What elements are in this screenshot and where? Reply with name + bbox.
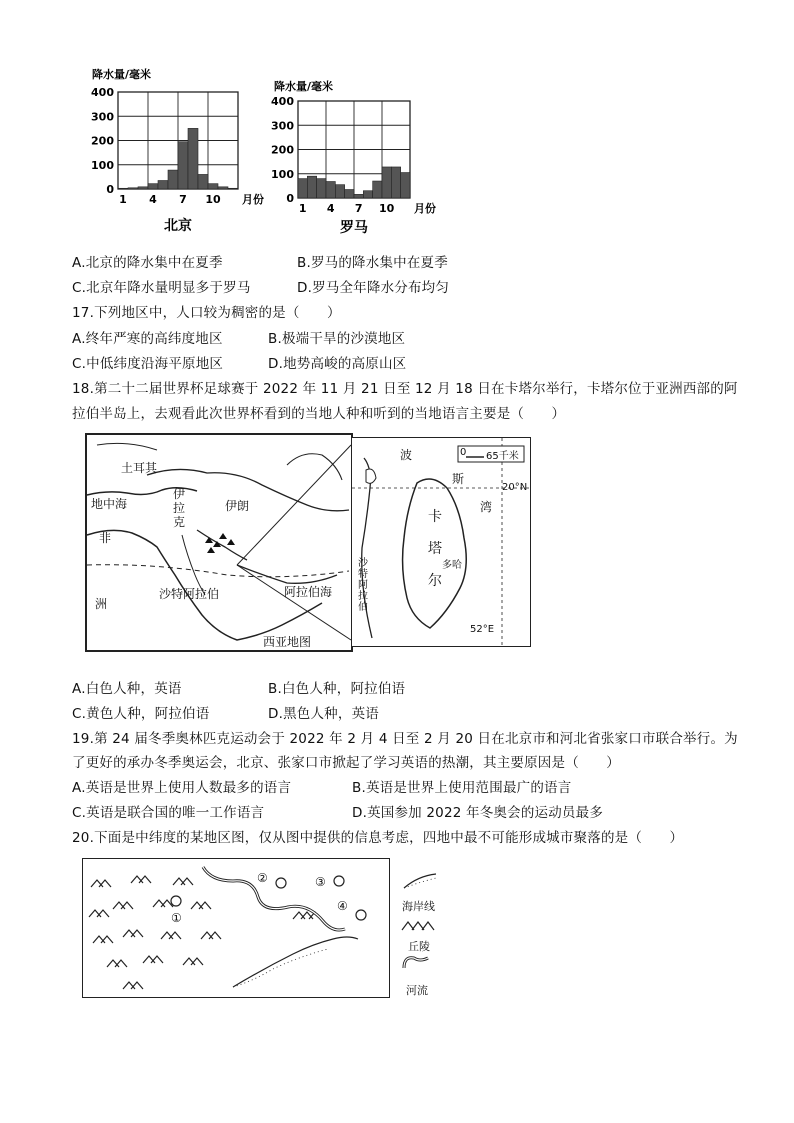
- x-tick-label: 7: [179, 193, 187, 206]
- place-2[interactable]: ②: [257, 871, 268, 885]
- west-asia-map: [85, 433, 353, 652]
- bar: [208, 184, 218, 189]
- label-saudi-vertical: 沙特阿拉伯: [358, 558, 368, 613]
- bar: [391, 167, 400, 198]
- bar: [307, 176, 316, 198]
- q16-option-a[interactable]: A.北京的降水集中在夏季: [72, 255, 223, 271]
- rome-precip-chart: [262, 72, 436, 242]
- bar: [345, 190, 354, 198]
- bar: [298, 179, 307, 198]
- bar: [138, 187, 148, 189]
- chart-title: 北京: [164, 218, 192, 234]
- label-iran: 伊朗: [225, 499, 250, 513]
- x-tick-label: 月份: [242, 193, 264, 206]
- q20-stem: 20.下面是中纬度的某地区图，仅从图中提供的信息考虑，四地中最不可能形成城市聚落的是（ ）: [72, 830, 684, 846]
- y-tick-label: 100: [271, 167, 294, 181]
- bar: [158, 181, 168, 189]
- beijing-precip-chart: [80, 62, 264, 240]
- label-arabian-sea: 阿拉伯海: [284, 585, 333, 599]
- y-tick-label: 400: [271, 95, 294, 108]
- bar: [373, 181, 382, 198]
- chart-title: 罗马: [340, 220, 368, 236]
- label-qatar-2: 塔: [428, 541, 442, 557]
- q18-option-d[interactable]: D.黑色人种，英语: [268, 706, 379, 722]
- q19-option-d[interactable]: D.英国参加 2022 年冬奥会的运动员最多: [352, 805, 604, 821]
- mid-latitude-region-map: [82, 858, 390, 998]
- x-tick-label: 4: [326, 202, 335, 215]
- label-gulf-2: 斯: [452, 472, 465, 486]
- label-qatar-3: 尔: [428, 573, 442, 589]
- y-tick-label: 300: [271, 119, 294, 133]
- q17-stem: 17.下列地区中，人口较为稠密的是（ ）: [72, 305, 341, 321]
- q17-option-a[interactable]: A.终年严寒的高纬度地区: [72, 331, 223, 347]
- label-saudi-arabia: 沙特阿拉伯: [159, 587, 220, 601]
- y-axis-label: 降水量/毫米: [274, 80, 334, 93]
- place-4[interactable]: ④: [337, 899, 348, 913]
- y-tick-label: 100: [91, 158, 114, 172]
- legend-hill-label: 丘陵: [408, 940, 430, 953]
- label-africa-2: 洲: [95, 597, 108, 611]
- legend-coastline-label: 海岸线: [402, 900, 435, 913]
- x-tick-label: 10: [379, 202, 395, 215]
- label-gulf-3: 湾: [480, 500, 493, 514]
- bar: [326, 182, 335, 198]
- region-map-drawing: [83, 859, 389, 997]
- scale-zero: 0: [460, 447, 467, 458]
- legend-river-label: 河流: [406, 984, 428, 997]
- label-turkey: 土耳其: [121, 461, 158, 475]
- bar: [188, 128, 198, 189]
- q16-option-b[interactable]: B.罗马的降水集中在夏季: [297, 255, 448, 271]
- longitude-label: 52°E: [470, 624, 495, 635]
- bar: [168, 170, 178, 189]
- bar: [228, 188, 238, 189]
- bar: [335, 185, 344, 198]
- label-iraq: 伊拉克: [173, 487, 186, 529]
- bar: [118, 188, 128, 189]
- q19-stem-line2: 了更好的承办冬季奥运会，北京、张家口市掀起了学习英语的热潮，其主要原因是（ ）: [72, 755, 620, 771]
- q18-option-a[interactable]: A.白色人种，英语: [72, 681, 182, 697]
- qatar-map: [351, 437, 531, 647]
- x-tick-label: 1: [119, 193, 127, 206]
- map-caption: 西亚地图: [263, 635, 312, 649]
- place-3[interactable]: ③: [315, 875, 326, 889]
- q18-stem-line2: 拉伯半岛上，去观看此次世界杯看到的当地人种和听到的当地语言主要是（ ）: [72, 406, 566, 422]
- q19-stem-line1: 19.第 24 届冬季奥林匹克运动会于 2022 年 2 月 4 日至 2 月 20 日在北京市和河北省张家口市联合举行。为: [72, 731, 738, 747]
- x-tick-label: 1: [298, 202, 307, 215]
- y-tick-label: 200: [91, 134, 114, 148]
- label-gulf-1: 波: [400, 448, 413, 462]
- q18-option-b[interactable]: B.白色人种，阿拉伯语: [268, 681, 406, 697]
- y-axis-label: 降水量/毫米: [92, 68, 152, 81]
- q19-option-c[interactable]: C.英语是联合国的唯一工作语言: [72, 805, 265, 821]
- q19-option-b[interactable]: B.英语是世界上使用范围最广的语言: [352, 780, 572, 796]
- bar: [128, 188, 138, 189]
- label-mediterranean: 地中海: [91, 497, 128, 511]
- map-legend-symbols: [398, 872, 448, 982]
- q16-option-d[interactable]: D.罗马全年降水分布均匀: [297, 280, 450, 296]
- y-tick-label: 300: [91, 110, 114, 124]
- bar: [363, 191, 372, 198]
- y-tick-label: 0: [286, 192, 294, 205]
- bar: [354, 194, 363, 198]
- x-tick-label: 月份: [414, 202, 436, 215]
- label-africa-1: 非: [99, 531, 112, 545]
- y-tick-label: 400: [91, 86, 114, 99]
- y-tick-label: 200: [271, 143, 294, 157]
- q17-option-d[interactable]: D.地势高峻的高原山区: [268, 356, 407, 372]
- bar: [198, 174, 208, 189]
- q19-option-a[interactable]: A.英语是世界上使用人数最多的语言: [72, 780, 292, 796]
- bar: [317, 179, 326, 198]
- hill-symbols: [89, 876, 321, 989]
- q18-option-c[interactable]: C.黄色人种，阿拉伯语: [72, 706, 210, 722]
- place-1[interactable]: ①: [171, 911, 182, 925]
- x-tick-label: 7: [354, 202, 363, 215]
- label-doha: 多哈: [442, 560, 462, 571]
- bar: [401, 173, 410, 198]
- q18-stem-line1: 18.第二十二届世界杯足球赛于 2022 年 11 月 21 日至 12 月 18 日在卡塔尔举行，卡塔尔位于亚洲西部的阿: [72, 381, 738, 397]
- x-tick-label: 4: [149, 193, 157, 206]
- latitude-label: 20°N: [502, 482, 528, 493]
- bar: [178, 142, 188, 189]
- label-qatar-1: 卡: [428, 509, 442, 525]
- bar: [148, 184, 158, 189]
- y-tick-label: 0: [106, 183, 114, 196]
- q17-option-c[interactable]: C.中低纬度沿海平原地区: [72, 356, 224, 372]
- q16-option-c[interactable]: C.北京年降水量明显多于罗马: [72, 280, 251, 296]
- scale-label: 65千米: [486, 451, 519, 462]
- bar: [218, 187, 228, 189]
- bar: [382, 167, 391, 198]
- x-tick-label: 10: [205, 193, 221, 206]
- q17-option-b[interactable]: B.极端干旱的沙漠地区: [268, 331, 406, 347]
